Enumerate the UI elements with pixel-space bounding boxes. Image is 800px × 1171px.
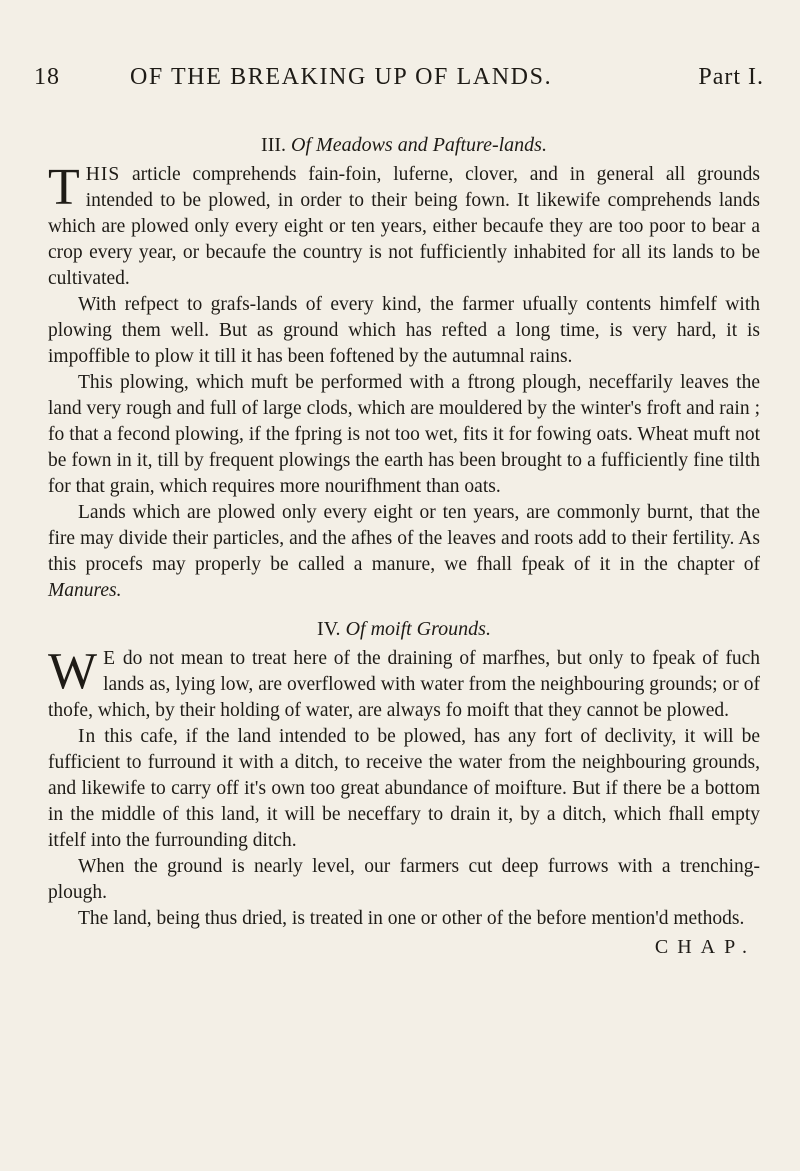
italic-term: Manures. (48, 580, 122, 601)
paragraph (48, 159, 760, 292)
section-heading-iii (48, 132, 760, 158)
page-number: 18 (34, 64, 60, 90)
section-number: IV. (317, 618, 341, 640)
paragraph-text: this cafe, if the land intended to be plowed, has any fort of declivity, it will be fufficient to furround it with a ditch, to receive the water from the neighbouring grounds, and likewife to carry off it's own too great abundance of moifture. But if there be a bottom in the middle of this land, it will be neceffary to drain it, by a ditch, which fhall empty itfelf into the furrounding ditch. (48, 726, 760, 851)
paragraph: This plowing, which muft be performed with a ftrong plough, neceffarily leaves the land very rough and full of large clods, which are mouldered by the winter's froft and rain ; fo that a fecond plowing, if the fpring is not too wet, fits it for fowing oats. Wheat muft not be fown in it, till by frequent plowings the earth has been brought to a fufficiently fine tilth for that grain, which requires more nourifhment than oats. (48, 372, 760, 497)
part-label: Part I. (698, 64, 764, 90)
small-caps-word: In (78, 726, 97, 747)
running-head (34, 64, 764, 100)
catchword: CHAP. (654, 936, 756, 958)
section-number: III. (261, 134, 287, 156)
first-word-rest: HIS (85, 164, 121, 185)
paragraph: The land, being thus dried, is treated in one or other of the before mention'd methods. (78, 908, 745, 929)
body-text (48, 132, 760, 960)
paragraph (48, 500, 760, 604)
section-title: Of moift Grounds. (345, 618, 491, 640)
paragraph: With refpect to grafs-lands of every kind, the farmer ufually contents himfelf with plowing them well. But as ground which has refted a long time, is very hard, it is impoffible to plow it till it has been foftened by the autumnal rains. (48, 294, 760, 367)
drop-cap: T (48, 159, 80, 216)
paragraph (48, 724, 760, 854)
paragraph: When the ground is nearly level, our farmers cut deep furrows with a trenching-plough. (48, 856, 760, 903)
paragraph-text: article comprehends fain-foin, luferne, clover, and in general all grounds intended to be plowed, in order to their being fown. It likewife comprehends lands which are plowed only every eight or ten years, either becaufe they are too poor to bear a crop every year, or becaufe the country is not fufficiently inhabited for all its lands to be cultivated. (48, 164, 760, 289)
paragraph-text: Lands which are plowed only every eight or ten years, are commonly burnt, that the fire may divide their particles, and the afhes of the leaves and roots add to their fertility. As this procefs may properly be called a manure, we fhall fpeak of it in the chapter of (48, 502, 760, 575)
section-heading-iv (48, 616, 760, 642)
first-word-rest: E (103, 648, 117, 669)
section-title: Of Meadows and Pafture-lands. (291, 134, 547, 156)
drop-cap: W (48, 643, 98, 700)
paragraph (48, 643, 760, 724)
paragraph-text: do not mean to treat here of the draining of marfhes, but only to fpeak of fuch lands as, lying low, are overflowed with water from the neighbouring grounds; or of thofe, which, by their holding of water, are always fo moift that they cannot be plowed. (48, 648, 760, 721)
running-title: OF THE BREAKING UP OF LANDS. (130, 64, 553, 90)
